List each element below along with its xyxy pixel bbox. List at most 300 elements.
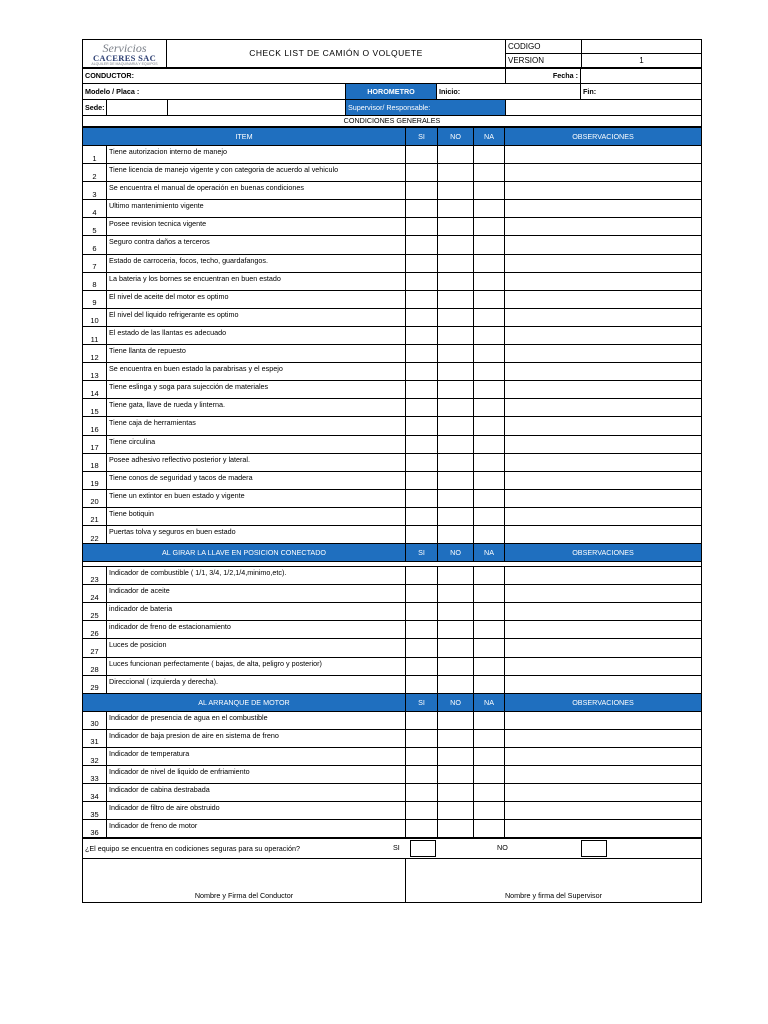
table-row [83, 326, 702, 344]
column-header-si: SI [406, 128, 438, 146]
table-row [83, 729, 702, 747]
na-cell[interactable] [474, 345, 505, 363]
si-cell[interactable] [406, 657, 438, 675]
no-cell[interactable] [438, 567, 474, 585]
table-row [83, 236, 702, 254]
si-cell[interactable] [406, 471, 438, 489]
no-cell[interactable] [438, 711, 474, 729]
item-number: 25 [83, 603, 107, 621]
item-number: 4 [83, 200, 107, 218]
observaciones-cell[interactable] [505, 290, 702, 308]
section-title: ITEM [83, 128, 406, 146]
header-table [82, 39, 702, 68]
na-cell[interactable] [474, 453, 505, 471]
column-header-si: SI [406, 544, 438, 562]
table-row [83, 507, 702, 525]
version-label: VERSION [506, 54, 582, 68]
page-title: CHECK LIST DE CAMIÓN O VOLQUETE [167, 40, 506, 68]
na-cell[interactable] [474, 729, 505, 747]
item-description: Se encuentra el manual de operación en buenas condiciones [107, 182, 406, 200]
na-cell[interactable] [474, 766, 505, 784]
item-description: Tiene conos de seguridad y tacos de madera [107, 471, 406, 489]
table-row [83, 820, 702, 838]
item-number: 27 [83, 639, 107, 657]
observaciones-cell[interactable] [505, 182, 702, 200]
item-description: Indicador de aceite [107, 585, 406, 603]
item-description: Indicador de nivel de liquido de enfriamiento [107, 766, 406, 784]
table-row [83, 182, 702, 200]
table-row [83, 567, 702, 585]
item-description: Tiene botiquin [107, 507, 406, 525]
item-number: 33 [83, 766, 107, 784]
si-cell[interactable] [406, 417, 438, 435]
item-number: 7 [83, 254, 107, 272]
no-cell[interactable] [438, 326, 474, 344]
observaciones-cell[interactable] [505, 471, 702, 489]
driver-signature-box[interactable] [83, 859, 406, 903]
table-row [83, 657, 702, 675]
table-row [83, 272, 702, 290]
no-cell[interactable] [438, 399, 474, 417]
sede-field[interactable] [107, 100, 168, 116]
conductor-label: CONDUCTOR: [83, 69, 506, 84]
observaciones-cell[interactable] [505, 802, 702, 820]
na-cell[interactable] [474, 308, 505, 326]
safety-si-label: SI [393, 843, 400, 853]
item-description: Indicador de temperatura [107, 747, 406, 765]
no-cell[interactable] [438, 820, 474, 838]
item-description: Seguro contra daños a terceros [107, 236, 406, 254]
na-cell[interactable] [474, 567, 505, 585]
na-cell[interactable] [474, 639, 505, 657]
na-cell[interactable] [474, 711, 505, 729]
no-cell[interactable] [438, 164, 474, 182]
table-row [83, 711, 702, 729]
si-cell[interactable] [406, 525, 438, 543]
item-description: indicador de freno de estacionamiento [107, 621, 406, 639]
no-cell[interactable] [438, 453, 474, 471]
na-cell[interactable] [474, 146, 505, 164]
si-cell[interactable] [406, 363, 438, 381]
item-number: 13 [83, 363, 107, 381]
column-header-observaciones: OBSERVACIONES [505, 128, 702, 146]
na-cell[interactable] [474, 747, 505, 765]
table-row [83, 308, 702, 326]
si-cell[interactable] [406, 507, 438, 525]
column-header-na: NA [474, 544, 505, 562]
si-cell[interactable] [406, 164, 438, 182]
condiciones-generales-title: CONDICIONES GENERALES [83, 116, 702, 127]
na-cell[interactable] [474, 525, 505, 543]
item-number: 30 [83, 711, 107, 729]
observaciones-cell[interactable] [505, 146, 702, 164]
item-description: La bateria y los bornes se encuentran en buen estado [107, 272, 406, 290]
table-row [83, 290, 702, 308]
column-header-observaciones: OBSERVACIONES [505, 693, 702, 711]
item-description: Indicador de filtro de aire obstruido [107, 802, 406, 820]
no-cell[interactable] [438, 345, 474, 363]
na-cell[interactable] [474, 820, 505, 838]
no-cell[interactable] [438, 363, 474, 381]
safety-no-checkbox[interactable] [581, 840, 607, 857]
item-number: 29 [83, 675, 107, 693]
item-description: Tiene licencia de manejo vigente y con categoria de acuerdo al vehiculo [107, 164, 406, 182]
table-row [83, 784, 702, 802]
item-number: 11 [83, 326, 107, 344]
si-cell[interactable] [406, 146, 438, 164]
table-row [83, 802, 702, 820]
no-cell[interactable] [438, 146, 474, 164]
item-description: El estado de las llantas es adecuado [107, 326, 406, 344]
si-cell[interactable] [406, 820, 438, 838]
modelo-placa-label: Modelo / Placa : [83, 84, 346, 100]
item-description: Tiene llanta de repuesto [107, 345, 406, 363]
column-header-na: NA [474, 128, 505, 146]
si-cell[interactable] [406, 345, 438, 363]
si-cell[interactable] [406, 254, 438, 272]
na-cell[interactable] [474, 603, 505, 621]
info-table [82, 68, 702, 127]
item-number: 36 [83, 820, 107, 838]
item-description: Indicador de combustible ( 1/1, 3/4, 1/2,1/4,minimo,etc). [107, 567, 406, 585]
item-number: 26 [83, 621, 107, 639]
horometro-label: HOROMETRO [346, 84, 437, 100]
footer-table [82, 838, 702, 903]
observaciones-cell[interactable] [505, 363, 702, 381]
no-cell[interactable] [438, 435, 474, 453]
na-cell[interactable] [474, 363, 505, 381]
si-cell[interactable] [406, 639, 438, 657]
observaciones-cell[interactable] [505, 200, 702, 218]
item-description: Estado de carroceria, focos, techo, guardafangos. [107, 254, 406, 272]
fecha-label: Fecha : [506, 69, 581, 84]
safety-question: ¿El equipo se encuentra en codiciones seguras para su operación? [85, 844, 300, 854]
na-cell[interactable] [474, 290, 505, 308]
column-header-si: SI [406, 693, 438, 711]
na-cell[interactable] [474, 435, 505, 453]
no-cell[interactable] [438, 417, 474, 435]
si-cell[interactable] [406, 308, 438, 326]
item-description: Ultimo mantenimiento vigente [107, 200, 406, 218]
observaciones-cell[interactable] [505, 326, 702, 344]
si-cell[interactable] [406, 747, 438, 765]
si-cell[interactable] [406, 784, 438, 802]
observaciones-cell[interactable] [505, 218, 702, 236]
column-header-observaciones: OBSERVACIONES [505, 544, 702, 562]
no-cell[interactable] [438, 381, 474, 399]
column-header-no: NO [438, 128, 474, 146]
na-cell[interactable] [474, 272, 505, 290]
table-row [83, 453, 702, 471]
no-cell[interactable] [438, 603, 474, 621]
no-cell[interactable] [438, 747, 474, 765]
table-row [83, 254, 702, 272]
table-row [83, 471, 702, 489]
item-description: Tiene autorizacion interno de manejo [107, 146, 406, 164]
table-row [83, 381, 702, 399]
safety-si-checkbox[interactable] [410, 840, 436, 857]
observaciones-cell[interactable] [505, 345, 702, 363]
section-header-row [83, 128, 702, 146]
safety-no-label: NO [497, 843, 508, 853]
driver-signature-label: Nombre y Firma del Conductor [194, 891, 294, 901]
checklist-sheet [82, 39, 701, 903]
na-cell[interactable] [474, 657, 505, 675]
no-cell[interactable] [438, 290, 474, 308]
na-cell[interactable] [474, 621, 505, 639]
si-cell[interactable] [406, 585, 438, 603]
no-cell[interactable] [438, 489, 474, 507]
na-cell[interactable] [474, 236, 505, 254]
item-description: El nivel de aceite del motor es optimo [107, 290, 406, 308]
table-row [83, 489, 702, 507]
inicio-label: Inicio: [437, 84, 581, 100]
supervisor-label: Supervisor/ Responsable: [346, 100, 506, 116]
si-cell[interactable] [406, 675, 438, 693]
observaciones-cell[interactable] [505, 308, 702, 326]
item-description: Luces funcionan perfectamente ( bajas, de alta, peligro y posterior) [107, 657, 406, 675]
observaciones-cell[interactable] [505, 453, 702, 471]
item-number: 18 [83, 453, 107, 471]
item-description: Tiene circulina [107, 435, 406, 453]
item-number: 28 [83, 657, 107, 675]
na-cell[interactable] [474, 218, 505, 236]
si-cell[interactable] [406, 326, 438, 344]
section-title: AL GIRAR LA LLAVE EN POSICION CONECTADO [83, 544, 406, 562]
fin-label: Fin: [581, 84, 702, 100]
table-row [83, 525, 702, 543]
si-cell[interactable] [406, 182, 438, 200]
item-description: Tiene eslinga y soga para sujección de materiales [107, 381, 406, 399]
checklist-table [82, 127, 702, 838]
item-number: 32 [83, 747, 107, 765]
no-cell[interactable] [438, 657, 474, 675]
observaciones-cell[interactable] [505, 417, 702, 435]
item-number: 3 [83, 182, 107, 200]
item-description: indicador de bateria [107, 603, 406, 621]
na-cell[interactable] [474, 182, 505, 200]
sede-label: Sede: [83, 100, 107, 116]
table-row [83, 417, 702, 435]
observaciones-cell[interactable] [505, 567, 702, 585]
observaciones-cell[interactable] [505, 164, 702, 182]
no-cell[interactable] [438, 471, 474, 489]
no-cell[interactable] [438, 182, 474, 200]
no-cell[interactable] [438, 525, 474, 543]
item-description: Direccional ( izquierda y derecha). [107, 675, 406, 693]
si-cell[interactable] [406, 621, 438, 639]
table-row [83, 747, 702, 765]
no-cell[interactable] [438, 621, 474, 639]
si-cell[interactable] [406, 218, 438, 236]
observaciones-cell[interactable] [505, 747, 702, 765]
table-row [83, 200, 702, 218]
table-row [83, 363, 702, 381]
item-number: 34 [83, 784, 107, 802]
na-cell[interactable] [474, 399, 505, 417]
column-header-no: NO [438, 544, 474, 562]
item-number: 31 [83, 729, 107, 747]
table-row [83, 435, 702, 453]
company-logo: Servicios CACERES SAC ALQUILER DE MAQUINARIA Y EQUIPOS [83, 40, 167, 68]
no-cell[interactable] [438, 308, 474, 326]
na-cell[interactable] [474, 254, 505, 272]
no-cell[interactable] [438, 802, 474, 820]
item-number: 21 [83, 507, 107, 525]
table-row [83, 603, 702, 621]
na-cell[interactable] [474, 585, 505, 603]
observaciones-cell[interactable] [505, 675, 702, 693]
observaciones-cell[interactable] [505, 711, 702, 729]
observaciones-cell[interactable] [505, 236, 702, 254]
observaciones-cell[interactable] [505, 639, 702, 657]
section-header-row [83, 544, 702, 562]
supervisor-signature-label: Nombre y firma del Supervisor [504, 891, 603, 901]
safety-question-row [83, 839, 702, 859]
si-cell[interactable] [406, 603, 438, 621]
si-cell[interactable] [406, 435, 438, 453]
table-row [83, 621, 702, 639]
table-row [83, 146, 702, 164]
observaciones-cell[interactable] [505, 657, 702, 675]
si-cell[interactable] [406, 489, 438, 507]
observaciones-cell[interactable] [505, 525, 702, 543]
na-cell[interactable] [474, 784, 505, 802]
item-description: Luces de posicion [107, 639, 406, 657]
fecha-field[interactable] [581, 69, 702, 84]
table-row [83, 164, 702, 182]
na-cell[interactable] [474, 326, 505, 344]
item-number: 1 [83, 146, 107, 164]
si-cell[interactable] [406, 711, 438, 729]
si-cell[interactable] [406, 766, 438, 784]
observaciones-cell[interactable] [505, 399, 702, 417]
si-cell[interactable] [406, 567, 438, 585]
item-description: Indicador de presencia de agua en el combustible [107, 711, 406, 729]
no-cell[interactable] [438, 200, 474, 218]
table-row [83, 766, 702, 784]
si-cell[interactable] [406, 200, 438, 218]
item-description: Indicador de freno de motor [107, 820, 406, 838]
item-description: Posee adhesivo reflectivo posterior y lateral. [107, 453, 406, 471]
observaciones-cell[interactable] [505, 621, 702, 639]
na-cell[interactable] [474, 200, 505, 218]
no-cell[interactable] [438, 507, 474, 525]
observaciones-cell[interactable] [505, 507, 702, 525]
si-cell[interactable] [406, 381, 438, 399]
table-row [83, 345, 702, 363]
observaciones-cell[interactable] [505, 272, 702, 290]
item-number: 20 [83, 489, 107, 507]
na-cell[interactable] [474, 802, 505, 820]
item-description: Indicador de cabina destrabada [107, 784, 406, 802]
no-cell[interactable] [438, 729, 474, 747]
column-header-no: NO [438, 693, 474, 711]
si-cell[interactable] [406, 802, 438, 820]
no-cell[interactable] [438, 766, 474, 784]
item-description: Puertas tolva y seguros en buen estado [107, 525, 406, 543]
table-row [83, 399, 702, 417]
table-row [83, 585, 702, 603]
item-number: 17 [83, 435, 107, 453]
section-header-row [83, 693, 702, 711]
item-number: 22 [83, 525, 107, 543]
no-cell[interactable] [438, 254, 474, 272]
item-number: 12 [83, 345, 107, 363]
si-cell[interactable] [406, 290, 438, 308]
observaciones-cell[interactable] [505, 729, 702, 747]
item-number: 2 [83, 164, 107, 182]
item-number: 15 [83, 399, 107, 417]
item-number: 8 [83, 272, 107, 290]
na-cell[interactable] [474, 507, 505, 525]
observaciones-cell[interactable] [505, 435, 702, 453]
item-number: 19 [83, 471, 107, 489]
na-cell[interactable] [474, 417, 505, 435]
na-cell[interactable] [474, 471, 505, 489]
observaciones-cell[interactable] [505, 820, 702, 838]
table-row [83, 639, 702, 657]
item-description: Tiene gata, llave de rueda y linterna. [107, 399, 406, 417]
no-cell[interactable] [438, 639, 474, 657]
no-cell[interactable] [438, 585, 474, 603]
na-cell[interactable] [474, 164, 505, 182]
no-cell[interactable] [438, 784, 474, 802]
item-description: Posee revision tecnica vigente [107, 218, 406, 236]
item-description: Indicador de baja presion de aire en sistema de freno [107, 729, 406, 747]
codigo-label: CODIGO [506, 40, 582, 54]
item-number: 35 [83, 802, 107, 820]
item-description: El nivel del liquido refrigerante es optimo [107, 308, 406, 326]
item-number: 24 [83, 585, 107, 603]
na-cell[interactable] [474, 489, 505, 507]
si-cell[interactable] [406, 729, 438, 747]
item-number: 14 [83, 381, 107, 399]
observaciones-cell[interactable] [505, 766, 702, 784]
si-cell[interactable] [406, 272, 438, 290]
na-cell[interactable] [474, 675, 505, 693]
observaciones-cell[interactable] [505, 603, 702, 621]
sede-extra-field[interactable] [168, 100, 346, 116]
no-cell[interactable] [438, 218, 474, 236]
si-cell[interactable] [406, 453, 438, 471]
no-cell[interactable] [438, 675, 474, 693]
item-number: 9 [83, 290, 107, 308]
codigo-field[interactable] [582, 40, 702, 54]
observaciones-cell[interactable] [505, 489, 702, 507]
observaciones-cell[interactable] [505, 784, 702, 802]
supervisor-signature-box[interactable] [406, 859, 702, 903]
item-number: 5 [83, 218, 107, 236]
si-cell[interactable] [406, 236, 438, 254]
version-field[interactable]: 1 [582, 54, 702, 68]
no-cell[interactable] [438, 236, 474, 254]
item-number: 10 [83, 308, 107, 326]
section-title: AL ARRANQUE DE MOTOR [83, 693, 406, 711]
item-number: 16 [83, 417, 107, 435]
observaciones-cell[interactable] [505, 254, 702, 272]
item-description: Tiene un extintor en buen estado y vigente [107, 489, 406, 507]
si-cell[interactable] [406, 399, 438, 417]
na-cell[interactable] [474, 381, 505, 399]
no-cell[interactable] [438, 272, 474, 290]
observaciones-cell[interactable] [505, 585, 702, 603]
item-number: 23 [83, 567, 107, 585]
item-description: Tiene caja de herramientas [107, 417, 406, 435]
column-header-na: NA [474, 693, 505, 711]
observaciones-cell[interactable] [505, 381, 702, 399]
supervisor-field[interactable] [506, 100, 702, 116]
